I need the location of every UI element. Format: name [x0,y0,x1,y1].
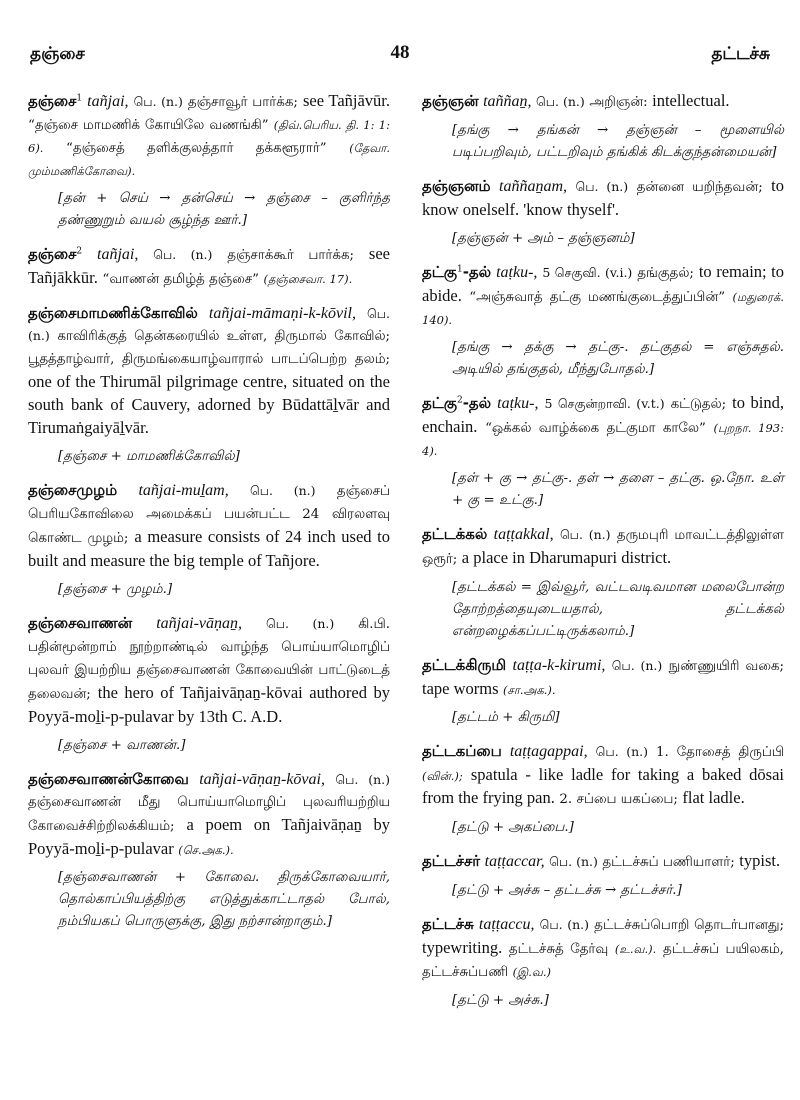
page-number: 48 [390,42,410,63]
etymology: [தஞ்சை + முழம்.] [58,582,173,597]
english-gloss: tape worms [422,679,499,698]
dictionary-entry [422,523,784,643]
transliteration: taṭku-, [496,264,538,281]
dictionary-entry [28,612,390,757]
citation: (புறநா. 193: 4). [422,421,784,458]
transliteration: taṭṭa-k-kirumi, [512,657,606,674]
citation: (திவ்.பெரிய. தி. 1: 1: 6). [28,118,390,155]
transliteration: taṭṭaccu, [478,916,535,933]
tamil-gloss: “ஒக்கல் வாழ்க்கை தட்குமா காலே” [485,421,706,436]
english-gloss: flat ladle. [682,788,745,807]
english-gloss: see Tañjākkūr. [28,244,390,287]
citation: (வின்.); [422,769,463,783]
part-of-speech: பெ. (n.) [133,94,183,109]
etymology: [தட்டக்கல் = இவ்வூர், வட்டவடிவமான மலைபோன்ற தோற்றத்தையுடையதால், தட்டக்கல் என்றழைக்கப்பட்டிருக்கலாம்.] [452,580,784,639]
part-of-speech: பெ. (n.) [611,658,663,673]
part-of-speech: பெ. (n.) [536,94,585,109]
transliteration: tañjai-māmaṇi-k-kōvil, [208,305,356,322]
dictionary-entry [422,913,784,1012]
tamil-gloss: “வாணன் தமிழ்த் தஞ்சை” [102,272,260,287]
english-gloss: a place in Dharumapuri district. [461,548,672,567]
running-head [30,44,770,74]
dictionary-entry [422,392,784,512]
transliteration: taññaṉ, [483,93,532,110]
etymology: [தங்கு → தக்கு → தட்கு-. தட்குதல் = எஞ்சுதல். அடியில் தங்குதல், மீந்துபோதல்.] [452,340,784,377]
headword: தட்டச்சர் [422,852,481,870]
dictionary-entry [422,261,784,381]
dictionary-entry [422,850,784,902]
etymology: [தஞ்சைவாணன் + கோவை. திருக்கோவையார், தொல்காப்பியத்திற்கு எடுத்துக்காட்டாதல் போல், நம்பியகப் பொருளுக்கு, இது நற்சான்றாகும்.] [58,870,390,929]
homonym-number: 2 [76,246,83,257]
etymology: [தங்கு → தங்கன் → தஞ்ஞன் – மூளையில் படிப்பறிவும், பட்டறிவும் தங்கிக் கிடக்குந்தன்மையன்] [452,123,784,160]
header-left-guideword: தஞ்சை [30,44,85,64]
part-of-speech: பெ. (n.) [250,483,316,498]
tamil-gloss: தட்டச்சுப்பொறி தொடர்பானது; [594,918,784,933]
english-gloss: to know onelself. 'know thyself'. [422,176,784,219]
dictionary-entry [422,654,784,729]
tamil-gloss: தங்குதல்; [637,266,694,281]
headword: தட்டச்சு [422,915,474,933]
header-right-guideword: தட்டச்சு [711,44,770,64]
tamil-gloss: கி.பி. பதின்மூன்றாம் நூற்றாண்டில் வாழ்ந்த பொய்யாமொழிப் புலவர் இயற்றிய தஞ்சைவாணன் கோவையின் பாட்டுடைத் தலைவன்; [28,617,390,702]
citation: (தேவா. மும்மணிக்கோவை). [28,141,390,178]
headword: தட்டகப்பை [422,742,502,760]
tamil-gloss: காவிரிக்குத் தென்கரையில் உள்ள, திருமால் கோவில்; பூதத்தாழ்வார், திருமங்கையாழ்வாரால் பாடப்பெற்ற தலம்; [28,329,390,367]
tamil-gloss: கட்டுதல்; [670,397,727,412]
homonym-number: 1 [456,264,463,275]
part-of-speech: 5 செகுன்றாவி. (v.t.) [544,396,665,411]
etymology: [தஞ்சை + வாணன்.] [58,738,186,753]
tamil-gloss: தட்டச்சுத் தேர்வு [508,942,609,957]
tamil-gloss: “தஞ்சை மாமணிக் கோயிலே வணங்கி” [28,118,269,133]
tamil-gloss: தஞ்சைவாணன் மீது பொய்யாமொழிப் புலவரியற்றிய கோவைச்சிற்றிலக்கியம்; [28,795,390,834]
headword: தஞ்சை [28,92,77,110]
transliteration: taṭku-, [497,395,539,412]
citation: (மதுரைக். 140). [422,290,785,327]
homonym-number: 2 [456,395,463,406]
homonym-number: 1 [76,93,83,104]
etymology: [தட்டு + அச்சு.] [452,993,549,1008]
part-of-speech: 5 செகுவி. (v.i.) [542,265,633,280]
headword-suffix: -தல் [462,394,492,412]
tamil-gloss: அறிஞன்: [589,95,648,110]
transliteration: taṭṭaccar, [484,853,545,870]
etymology: [தட்டு + அகப்பை.] [452,820,574,835]
dictionary-entry [28,479,390,601]
left-column [28,90,390,944]
english-gloss: see Tañjāvūr. [302,91,391,110]
dictionary-entry [28,243,390,291]
headword: தஞ்சைவாணன்கோவை [28,770,189,788]
headword: தஞ்சைமாமணிக்கோவில் [28,304,198,322]
tamil-gloss: தட்டச்சுப் பயிலகம், தட்டச்சுப்பணி [422,942,784,980]
english-gloss: the hero of Tañjaivāṇaṉ-kōvai authored by Poyyā-moḻi-p-pulavar by 13th C. A.D. [28,683,390,726]
headword-suffix: -தல் [462,263,492,281]
etymology: [தட்டு + அச்சு – தட்டச்சு → தட்டச்சர்.] [452,883,682,898]
citation: (உ.வ.). [614,942,657,956]
transliteration: taṭṭakkal, [493,526,554,543]
citation: (சா.அக.). [503,683,556,697]
part-of-speech: பெ. (n.) [595,744,648,759]
transliteration: tañjai-vāṇaṉ-kōvai, [199,771,325,788]
headword: தஞ்சை [28,245,77,263]
tamil-gloss: தஞ்சைப் பெரியகோவிலை அமைக்கப் பயன்பட்ட 24 விரலளவு கொண்ட முழம்; [28,484,391,546]
etymology: [தட்டம் + கிருமி] [452,710,560,725]
tamil-gloss: தருமபுரி மாவட்டத்திலுள்ள ஒரூர்; [422,528,784,567]
headword: தஞ்சைமுழம் [28,481,118,499]
dictionary-entry [28,90,390,232]
dictionary-entry [28,302,390,468]
tamil-gloss: “அஞ்சுவாத் தட்கு மணங்குடைத்துப்பின்” [469,290,726,305]
part-of-speech: பெ. (n.) [335,772,390,787]
etymology: [தஞ்ஞன் + அம் – தஞ்ஞனம்] [452,231,635,246]
tamil-gloss: 2. சப்பை யகப்பை; [559,792,678,807]
part-of-speech: பெ. (n.) [575,179,629,194]
english-gloss: typist. [739,851,781,870]
etymology: [தஞ்சை + மாமணிக்கோவில்] [58,449,240,464]
headword: தஞ்சைவாணன் [28,614,133,632]
dictionary-entry [422,175,784,250]
transliteration: tañjai, [97,246,139,263]
headword: தஞ்ஞனம் [422,177,491,195]
dictionary-entry [422,740,784,839]
right-column [422,90,784,1023]
citation: (தஞ்சைவா. 17). [263,272,353,286]
tamil-gloss: தஞ்சாக்கூர் பார்க்க; [227,248,355,263]
english-gloss: typewriting. [422,938,503,957]
headword: தட்டக்கிருமி [422,656,507,674]
part-of-speech: பெ. (n.) [549,854,598,869]
headword: தட்கு [422,263,457,281]
tamil-gloss: தஞ்சாவூர் பார்க்க; [187,95,298,110]
dictionary-entry [28,768,390,933]
english-gloss: one of the Thirumāl pilgrimage centre, situated on the south bank of Cauvery, adorned by Būdattāḻvār and Tirumaṅgaiyāḻvār. [28,372,390,437]
part-of-speech: பெ. (n.) [559,527,611,542]
dictionary-entry [422,90,784,164]
part-of-speech: பெ. (n.) [266,616,335,631]
english-gloss: to bind, enchain. [422,393,785,436]
english-gloss: spatula - like ladle for taking a baked dōsai from the frying pan. [422,765,784,807]
english-gloss: a measure consists of 24 inch used to built and measure the big temple of Tañjore. [28,527,391,570]
tamil-gloss: நுண்ணுயிரி வகை; [668,659,784,674]
tamil-gloss: “தஞ்சைத் தளிக்குலத்தார் தக்களூரார்” [66,141,327,156]
english-gloss: to remain; to abide. [422,262,785,305]
part-of-speech: பெ. (n.) [28,306,390,343]
headword: தட்கு [422,394,457,412]
citation: (செ.அக.). [178,843,234,857]
part-of-speech: பெ. (n.) [539,917,590,932]
english-gloss: intellectual. [652,91,730,110]
transliteration: taññaṉam, [499,178,568,195]
english-gloss: a poem on Tañjaivāṇaṉ by Poyyā-moḻi-p-pulavar [28,815,391,858]
headword: தஞ்ஞன் [422,92,479,110]
transliteration: tañjai, [87,93,129,110]
transliteration: tañjai-vāṇaṉ, [156,615,242,632]
transliteration: tañjai-muḻam, [138,482,229,499]
citation: (இ.வ.) [512,965,552,979]
tamil-gloss: தட்டச்சுப் பணியாளர்; [602,855,735,870]
part-of-speech: பெ. (n.) [153,247,213,262]
etymology: [தள் + கு → தட்கு-. தள் → தளை – தட்கு. ஒ.நோ. உள் + கு = உட்கு.] [452,471,784,508]
transliteration: taṭṭagappai, [509,743,588,760]
tamil-gloss: 1. தோசைத் திருப்பி [656,745,784,760]
tamil-gloss: தன்னை யறிந்தவன்; [636,180,763,195]
headword: தட்டக்கல் [422,525,488,543]
etymology: [தன் + செய் → தன்செய் → தஞ்சை – குளிர்ந்த தண்ணுறும் வயல் சூழ்ந்த ஊர்.] [58,191,390,228]
